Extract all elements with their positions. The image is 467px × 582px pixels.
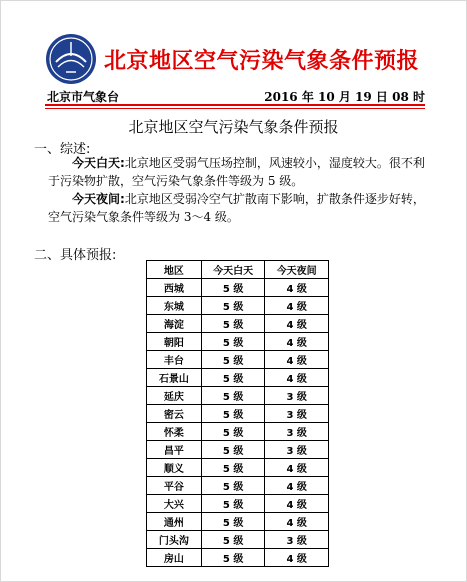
night-level-cell: 3 级	[265, 387, 329, 405]
district-cell: 平谷	[147, 477, 202, 495]
day-level-cell: 5 级	[201, 315, 265, 333]
night-level-cell: 4 级	[265, 279, 329, 297]
table-row	[147, 513, 329, 531]
day-level-cell: 5 级	[201, 423, 265, 441]
night-level-cell: 3 级	[265, 423, 329, 441]
issuer-name: 北京市气象台	[47, 90, 120, 104]
night-level-cell: 4 级	[265, 297, 329, 315]
forecast-table	[146, 260, 329, 567]
night-level-cell: 3 级	[265, 405, 329, 423]
table-header-row	[147, 261, 329, 279]
district-cell: 东城	[147, 297, 202, 315]
day-level-cell: 5 级	[201, 369, 265, 387]
column-header-today-day: 今天白天	[201, 261, 265, 279]
day-level-cell: 5 级	[201, 549, 265, 567]
table-row	[147, 387, 329, 405]
day-level-cell: 5 级	[201, 531, 265, 549]
table-row	[147, 297, 329, 315]
district-cell: 延庆	[147, 387, 202, 405]
column-header-tonight: 今天夜间	[265, 261, 329, 279]
night-level-cell: 4 级	[265, 315, 329, 333]
night-level-cell: 4 级	[265, 369, 329, 387]
table-row	[147, 423, 329, 441]
district-cell: 朝阳	[147, 333, 202, 351]
district-cell: 西城	[147, 279, 202, 297]
table-row	[147, 549, 329, 567]
day-level-cell: 5 级	[201, 459, 265, 477]
header-rule-thick	[45, 104, 425, 106]
table-row	[147, 279, 329, 297]
night-level-cell: 4 级	[265, 351, 329, 369]
table-row	[147, 351, 329, 369]
table-row	[147, 333, 329, 351]
today-day-paragraph	[48, 154, 434, 190]
night-level-cell: 3 级	[265, 531, 329, 549]
night-level-cell: 4 级	[265, 477, 329, 495]
tonight-text: 北京地区受弱冷空气扩散南下影响，扩散条件逐步好转，空气污染气象条件等级为 3～4 级。	[48, 192, 425, 224]
issue-date: 2016 年 10 月 19 日 08 时	[264, 90, 425, 104]
column-header-district: 地区	[147, 261, 202, 279]
day-level-cell: 5 级	[201, 279, 265, 297]
night-level-cell: 4 级	[265, 549, 329, 567]
table-row	[147, 459, 329, 477]
table-row	[147, 441, 329, 459]
day-level-cell: 5 级	[201, 387, 265, 405]
section-summary-heading: 一、综述:	[34, 142, 91, 157]
district-cell: 通州	[147, 513, 202, 531]
table-row	[147, 315, 329, 333]
district-cell: 石景山	[147, 369, 202, 387]
today-day-label: 今天白天:	[72, 156, 125, 170]
document-title: 北京地区空气污染气象条件预报	[128, 118, 339, 136]
night-level-cell: 4 级	[265, 513, 329, 531]
day-level-cell: 5 级	[201, 495, 265, 513]
district-cell: 大兴	[147, 495, 202, 513]
district-cell: 门头沟	[147, 531, 202, 549]
section-detail-heading: 二、具体预报:	[34, 248, 117, 263]
meteorological-logo-icon	[44, 32, 98, 86]
day-level-cell: 5 级	[201, 405, 265, 423]
table-row	[147, 405, 329, 423]
day-level-cell: 5 级	[201, 333, 265, 351]
table-row	[147, 495, 329, 513]
district-cell: 昌平	[147, 441, 202, 459]
table-row	[147, 531, 329, 549]
table-row	[147, 477, 329, 495]
night-level-cell: 4 级	[265, 459, 329, 477]
tonight-label: 今天夜间:	[72, 192, 125, 206]
district-cell: 密云	[147, 405, 202, 423]
tonight-paragraph	[48, 190, 434, 226]
night-level-cell: 4 级	[265, 333, 329, 351]
org-title: 北京地区空气污染气象条件预报	[104, 49, 420, 74]
day-level-cell: 5 级	[201, 441, 265, 459]
district-cell: 海淀	[147, 315, 202, 333]
table-row	[147, 369, 329, 387]
district-cell: 房山	[147, 549, 202, 567]
district-cell: 丰台	[147, 351, 202, 369]
day-level-cell: 5 级	[201, 513, 265, 531]
day-level-cell: 5 级	[201, 297, 265, 315]
day-level-cell: 5 级	[201, 477, 265, 495]
district-cell: 怀柔	[147, 423, 202, 441]
night-level-cell: 4 级	[265, 495, 329, 513]
header-rule-thin	[45, 108, 425, 109]
today-day-text: 北京地区受弱气压场控制，风速较小，湿度较大。很不利于污染物扩散，空气污染气象条件等级为 5 级。	[48, 156, 425, 188]
district-cell: 顺义	[147, 459, 202, 477]
day-level-cell: 5 级	[201, 351, 265, 369]
night-level-cell: 3 级	[265, 441, 329, 459]
